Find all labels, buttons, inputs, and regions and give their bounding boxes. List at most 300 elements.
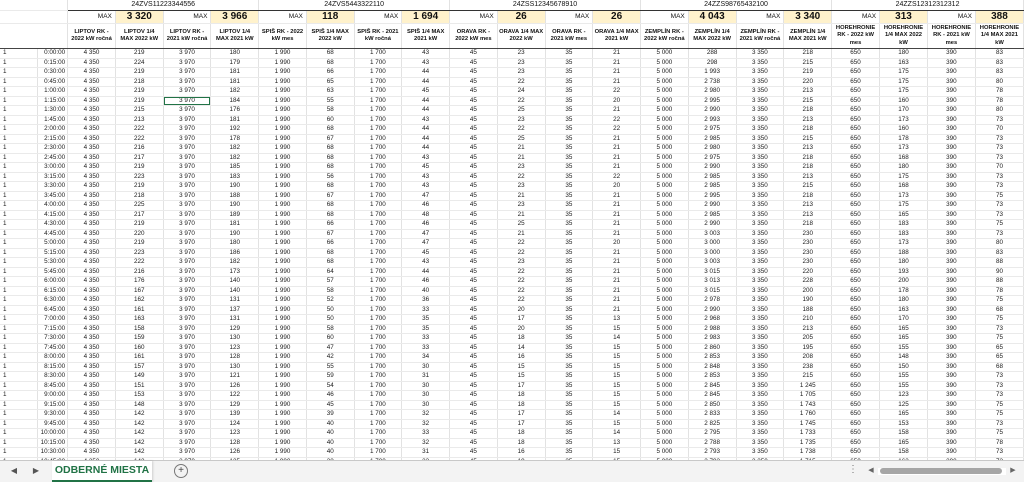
value-cell[interactable]: 298 — [688, 58, 736, 68]
value-cell[interactable]: 40 — [402, 286, 450, 296]
value-cell[interactable]: 3 015 — [688, 267, 736, 277]
value-cell[interactable]: 45 — [450, 49, 498, 59]
value-cell[interactable]: 15 — [593, 372, 641, 382]
value-cell[interactable]: 2 988 — [688, 324, 736, 334]
value-cell[interactable]: 161 — [115, 305, 163, 315]
value-cell[interactable]: 55 — [306, 362, 354, 372]
value-cell[interactable]: 45 — [450, 172, 498, 182]
value-cell[interactable]: 35 — [545, 258, 593, 268]
value-cell[interactable]: 45 — [450, 248, 498, 258]
value-cell[interactable]: 45 — [450, 372, 498, 382]
value-cell[interactable]: 3 970 — [163, 87, 211, 97]
value-cell[interactable]: 1 700 — [354, 125, 402, 135]
value-cell[interactable]: 35 — [545, 343, 593, 353]
value-cell[interactable]: 173 — [880, 191, 928, 201]
value-cell[interactable]: 3 350 — [736, 134, 784, 144]
day-cell[interactable]: 1 — [0, 286, 38, 296]
value-cell[interactable]: 4 350 — [68, 153, 116, 163]
value-cell[interactable]: 1 990 — [259, 419, 307, 429]
max-label[interactable]: MAX — [259, 11, 307, 24]
value-cell[interactable]: 15 — [593, 419, 641, 429]
time-cell[interactable]: 2:45:00 — [38, 153, 68, 163]
value-cell[interactable]: 2 795 — [688, 429, 736, 439]
value-cell[interactable]: 205 — [784, 334, 832, 344]
value-cell[interactable]: 3 000 — [688, 248, 736, 258]
value-cell[interactable]: 22 — [497, 239, 545, 249]
value-cell[interactable]: 5 000 — [640, 229, 688, 239]
value-cell[interactable]: 650 — [832, 381, 880, 391]
value-cell[interactable]: 5 000 — [640, 182, 688, 192]
value-cell[interactable]: 44 — [402, 106, 450, 116]
value-cell[interactable]: 5 000 — [640, 448, 688, 458]
value-cell[interactable]: 390 — [927, 305, 975, 315]
max-label[interactable]: MAX — [832, 11, 880, 24]
value-cell[interactable]: 65 — [975, 343, 1023, 353]
value-cell[interactable]: 220 — [115, 229, 163, 239]
value-cell[interactable]: 3 970 — [163, 258, 211, 268]
value-cell[interactable]: 75 — [975, 334, 1023, 344]
value-cell[interactable]: 1 990 — [259, 153, 307, 163]
value-cell[interactable]: 5 000 — [640, 87, 688, 97]
value-cell[interactable]: 1 700 — [354, 267, 402, 277]
value-cell[interactable]: 22 — [593, 125, 641, 135]
value-cell[interactable]: 45 — [450, 229, 498, 239]
value-cell[interactable]: 20 — [593, 182, 641, 192]
value-cell[interactable]: 3 350 — [736, 305, 784, 315]
value-cell[interactable]: 142 — [115, 438, 163, 448]
day-cell[interactable]: 1 — [0, 77, 38, 87]
value-cell[interactable]: 73 — [975, 172, 1023, 182]
value-cell[interactable]: 44 — [402, 134, 450, 144]
value-cell[interactable]: 238 — [784, 362, 832, 372]
value-cell[interactable]: 1 700 — [354, 163, 402, 173]
day-cell[interactable]: 1 — [0, 353, 38, 363]
value-cell[interactable]: 228 — [784, 277, 832, 287]
value-cell[interactable]: 390 — [927, 49, 975, 59]
value-cell[interactable]: 3 350 — [736, 362, 784, 372]
value-cell[interactable]: 650 — [832, 296, 880, 306]
day-cell[interactable]: 1 — [0, 58, 38, 68]
column-header[interactable]: SPIŠ 1/4 MAX 2022 kW — [306, 24, 354, 49]
value-cell[interactable]: 3 970 — [163, 163, 211, 173]
value-cell[interactable]: 3 970 — [163, 68, 211, 78]
value-cell[interactable]: 21 — [593, 220, 641, 230]
value-cell[interactable]: 5 000 — [640, 334, 688, 344]
value-cell[interactable]: 1 700 — [354, 419, 402, 429]
value-cell[interactable]: 3 350 — [736, 277, 784, 287]
value-cell[interactable]: 193 — [880, 267, 928, 277]
value-cell[interactable]: 2 990 — [688, 220, 736, 230]
value-cell[interactable]: 215 — [115, 106, 163, 116]
value-cell[interactable]: 35 — [545, 229, 593, 239]
value-cell[interactable]: 5 000 — [640, 210, 688, 220]
value-cell[interactable]: 1 990 — [259, 210, 307, 220]
value-cell[interactable]: 182 — [211, 153, 259, 163]
value-cell[interactable]: 3 970 — [163, 315, 211, 325]
value-cell[interactable]: 35 — [545, 96, 593, 106]
time-cell[interactable]: 10:30:00 — [38, 448, 68, 458]
value-cell[interactable]: 45 — [450, 343, 498, 353]
day-cell[interactable]: 1 — [0, 125, 38, 135]
time-cell[interactable]: 5:00:00 — [38, 239, 68, 249]
value-cell[interactable]: 3 350 — [736, 68, 784, 78]
value-cell[interactable]: 4 350 — [68, 125, 116, 135]
value-cell[interactable]: 40 — [306, 429, 354, 439]
value-cell[interactable]: 390 — [927, 77, 975, 87]
value-cell[interactable]: 3 970 — [163, 334, 211, 344]
value-cell[interactable]: 75 — [975, 191, 1023, 201]
value-cell[interactable]: 21 — [593, 153, 641, 163]
value-cell[interactable]: 2 985 — [688, 172, 736, 182]
value-cell[interactable]: 126 — [211, 381, 259, 391]
value-cell[interactable]: 215 — [784, 182, 832, 192]
value-cell[interactable]: 21 — [497, 210, 545, 220]
value-cell[interactable]: 75 — [975, 400, 1023, 410]
value-cell[interactable]: 68 — [306, 58, 354, 68]
value-cell[interactable]: 181 — [211, 68, 259, 78]
value-cell[interactable]: 83 — [975, 248, 1023, 258]
value-cell[interactable]: 4 350 — [68, 305, 116, 315]
value-cell[interactable]: 5 000 — [640, 172, 688, 182]
value-cell[interactable]: 3 013 — [688, 277, 736, 287]
value-cell[interactable]: 390 — [927, 125, 975, 135]
value-cell[interactable]: 43 — [402, 115, 450, 125]
value-cell[interactable]: 3 350 — [736, 419, 784, 429]
value-cell[interactable]: 5 000 — [640, 267, 688, 277]
value-cell[interactable]: 44 — [402, 96, 450, 106]
value-cell[interactable]: 3 350 — [736, 267, 784, 277]
value-cell[interactable]: 5 000 — [640, 381, 688, 391]
value-cell[interactable]: 45 — [450, 220, 498, 230]
value-cell[interactable]: 5 000 — [640, 220, 688, 230]
value-cell[interactable]: 45 — [450, 134, 498, 144]
value-cell[interactable]: 73 — [975, 201, 1023, 211]
value-cell[interactable]: 36 — [402, 296, 450, 306]
value-cell[interactable]: 5 000 — [640, 324, 688, 334]
value-cell[interactable]: 46 — [402, 220, 450, 230]
value-cell[interactable]: 137 — [211, 305, 259, 315]
time-cell[interactable]: 8:00:00 — [38, 353, 68, 363]
value-cell[interactable]: 650 — [832, 182, 880, 192]
value-cell[interactable]: 219 — [115, 87, 163, 97]
value-cell[interactable]: 35 — [545, 248, 593, 258]
value-cell[interactable]: 17 — [497, 410, 545, 420]
value-cell[interactable]: 3 970 — [163, 267, 211, 277]
value-cell[interactable]: 52 — [306, 296, 354, 306]
value-cell[interactable]: 1 990 — [259, 334, 307, 344]
value-cell[interactable]: 3 350 — [736, 296, 784, 306]
value-cell[interactable]: 3 970 — [163, 362, 211, 372]
time-cell[interactable]: 5:30:00 — [38, 258, 68, 268]
value-cell[interactable]: 390 — [927, 410, 975, 420]
value-cell[interactable]: 23 — [497, 201, 545, 211]
value-cell[interactable]: 68 — [306, 153, 354, 163]
value-cell[interactable]: 180 — [880, 258, 928, 268]
value-cell[interactable]: 13 — [593, 438, 641, 448]
value-cell[interactable]: 1 700 — [354, 248, 402, 258]
value-cell[interactable]: 73 — [975, 381, 1023, 391]
value-cell[interactable]: 4 350 — [68, 372, 116, 382]
value-cell[interactable]: 4 350 — [68, 258, 116, 268]
value-cell[interactable]: 4 350 — [68, 248, 116, 258]
time-cell[interactable]: 5:45:00 — [38, 267, 68, 277]
value-cell[interactable]: 58 — [306, 106, 354, 116]
value-cell[interactable]: 2 860 — [688, 343, 736, 353]
value-cell[interactable]: 122 — [211, 391, 259, 401]
value-cell[interactable]: 3 350 — [736, 220, 784, 230]
max-label[interactable]: MAX — [450, 11, 498, 24]
value-cell[interactable]: 35 — [545, 58, 593, 68]
value-cell[interactable]: 58 — [306, 286, 354, 296]
value-cell[interactable]: 390 — [927, 400, 975, 410]
value-cell[interactable]: 168 — [880, 153, 928, 163]
time-cell[interactable]: 6:45:00 — [38, 305, 68, 315]
value-cell[interactable]: 218 — [784, 125, 832, 135]
value-cell[interactable]: 75 — [975, 429, 1023, 439]
value-cell[interactable]: 23 — [497, 115, 545, 125]
time-cell[interactable]: 3:30:00 — [38, 182, 68, 192]
value-cell[interactable]: 222 — [115, 134, 163, 144]
value-cell[interactable]: 213 — [784, 172, 832, 182]
value-cell[interactable]: 3 970 — [163, 391, 211, 401]
value-cell[interactable]: 54 — [306, 381, 354, 391]
value-cell[interactable]: 3 350 — [736, 391, 784, 401]
value-cell[interactable]: 3 350 — [736, 248, 784, 258]
value-cell[interactable]: 2 833 — [688, 410, 736, 420]
value-cell[interactable]: 21 — [593, 210, 641, 220]
value-cell[interactable]: 73 — [975, 182, 1023, 192]
value-cell[interactable]: 185 — [211, 163, 259, 173]
value-cell[interactable]: 1 990 — [259, 182, 307, 192]
value-cell[interactable]: 21 — [593, 58, 641, 68]
value-cell[interactable]: 1 990 — [259, 438, 307, 448]
time-cell[interactable]: 4:00:00 — [38, 201, 68, 211]
value-cell[interactable]: 34 — [402, 353, 450, 363]
value-cell[interactable]: 219 — [115, 239, 163, 249]
value-cell[interactable]: 45 — [450, 58, 498, 68]
value-cell[interactable]: 4 350 — [68, 362, 116, 372]
value-cell[interactable]: 75 — [975, 315, 1023, 325]
value-cell[interactable]: 32 — [402, 410, 450, 420]
time-cell[interactable]: 3:45:00 — [38, 191, 68, 201]
value-cell[interactable]: 390 — [927, 334, 975, 344]
day-cell[interactable]: 1 — [0, 49, 38, 59]
value-cell[interactable]: 45 — [450, 106, 498, 116]
value-cell[interactable]: 5 000 — [640, 248, 688, 258]
value-cell[interactable]: 2 985 — [688, 182, 736, 192]
value-cell[interactable]: 151 — [115, 381, 163, 391]
value-cell[interactable]: 35 — [545, 182, 593, 192]
value-cell[interactable]: 218 — [784, 191, 832, 201]
time-cell[interactable]: 8:45:00 — [38, 381, 68, 391]
value-cell[interactable]: 3 970 — [163, 286, 211, 296]
value-cell[interactable]: 45 — [450, 286, 498, 296]
value-cell[interactable]: 3 970 — [163, 353, 211, 363]
value-cell[interactable]: 23 — [497, 49, 545, 59]
value-cell[interactable]: 16 — [497, 448, 545, 458]
value-cell[interactable]: 213 — [784, 324, 832, 334]
value-cell[interactable]: 1 990 — [259, 381, 307, 391]
value-cell[interactable]: 1 990 — [259, 277, 307, 287]
value-cell[interactable]: 213 — [784, 210, 832, 220]
value-cell[interactable]: 1 700 — [354, 172, 402, 182]
value-cell[interactable]: 30 — [402, 391, 450, 401]
value-cell[interactable]: 3 003 — [688, 229, 736, 239]
value-cell[interactable]: 17 — [497, 315, 545, 325]
value-cell[interactable]: 5 000 — [640, 286, 688, 296]
value-cell[interactable]: 1 990 — [259, 248, 307, 258]
value-cell[interactable]: 175 — [880, 68, 928, 78]
value-cell[interactable]: 175 — [880, 172, 928, 182]
value-cell[interactable]: 3 350 — [736, 77, 784, 87]
value-cell[interactable]: 68 — [306, 49, 354, 59]
value-cell[interactable]: 650 — [832, 115, 880, 125]
value-cell[interactable]: 179 — [211, 58, 259, 68]
value-cell[interactable]: 390 — [927, 201, 975, 211]
value-cell[interactable]: 1 990 — [259, 315, 307, 325]
value-cell[interactable]: 4 350 — [68, 229, 116, 239]
value-cell[interactable]: 219 — [115, 96, 163, 106]
value-cell[interactable]: 4 350 — [68, 191, 116, 201]
value-cell[interactable]: 2 853 — [688, 372, 736, 382]
value-cell[interactable]: 35 — [545, 163, 593, 173]
value-cell[interactable]: 153 — [880, 419, 928, 429]
value-cell[interactable]: 230 — [784, 258, 832, 268]
value-cell[interactable]: 45 — [450, 87, 498, 97]
value-cell[interactable]: 148 — [880, 353, 928, 363]
value-cell[interactable]: 44 — [402, 267, 450, 277]
value-cell[interactable]: 5 000 — [640, 49, 688, 59]
value-cell[interactable]: 83 — [975, 49, 1023, 59]
value-cell[interactable]: 3 350 — [736, 229, 784, 239]
value-cell[interactable]: 390 — [927, 229, 975, 239]
value-cell[interactable]: 3 350 — [736, 201, 784, 211]
value-cell[interactable]: 15 — [497, 372, 545, 382]
value-cell[interactable]: 1 700 — [354, 372, 402, 382]
value-cell[interactable]: 183 — [880, 220, 928, 230]
value-cell[interactable]: 14 — [593, 410, 641, 420]
value-cell[interactable]: 3 970 — [163, 220, 211, 230]
value-cell[interactable]: 5 000 — [640, 343, 688, 353]
value-cell[interactable]: 155 — [880, 343, 928, 353]
value-cell[interactable]: 5 000 — [640, 77, 688, 87]
column-header[interactable]: ZEMPLÍN 1/4 MAX 2022 kW — [688, 24, 736, 49]
value-cell[interactable]: 45 — [450, 182, 498, 192]
value-cell[interactable]: 140 — [211, 277, 259, 287]
value-cell[interactable]: 390 — [927, 248, 975, 258]
value-cell[interactable]: 3 970 — [163, 277, 211, 287]
value-cell[interactable]: 60 — [306, 115, 354, 125]
value-cell[interactable]: 21 — [593, 68, 641, 78]
day-cell[interactable]: 1 — [0, 191, 38, 201]
meter-id-cell[interactable]: 24ZZS12312312312 — [832, 0, 1024, 11]
value-cell[interactable]: 183 — [211, 172, 259, 182]
day-cell[interactable]: 1 — [0, 267, 38, 277]
value-cell[interactable]: 43 — [402, 258, 450, 268]
value-cell[interactable]: 1 990 — [259, 391, 307, 401]
value-cell[interactable]: 45 — [402, 248, 450, 258]
value-cell[interactable]: 180 — [880, 163, 928, 173]
empty-cell[interactable] — [0, 24, 68, 49]
value-cell[interactable]: 650 — [832, 429, 880, 439]
value-cell[interactable]: 180 — [880, 296, 928, 306]
value-cell[interactable]: 3 350 — [736, 438, 784, 448]
value-cell[interactable]: 45 — [450, 125, 498, 135]
value-cell[interactable]: 43 — [402, 49, 450, 59]
column-header[interactable]: ORAVA 1/4 MAX 2021 kW — [593, 24, 641, 49]
value-cell[interactable]: 158 — [880, 448, 928, 458]
value-cell[interactable]: 78 — [975, 87, 1023, 97]
value-cell[interactable]: 35 — [545, 429, 593, 439]
value-cell[interactable]: 219 — [115, 49, 163, 59]
value-cell[interactable]: 35 — [545, 362, 593, 372]
value-cell[interactable]: 173 — [880, 144, 928, 154]
value-cell[interactable]: 173 — [880, 115, 928, 125]
value-cell[interactable]: 22 — [497, 248, 545, 258]
time-cell[interactable]: 7:30:00 — [38, 334, 68, 344]
value-cell[interactable]: 650 — [832, 324, 880, 334]
value-cell[interactable]: 4 350 — [68, 68, 116, 78]
value-cell[interactable]: 390 — [927, 381, 975, 391]
value-cell[interactable]: 3 970 — [163, 191, 211, 201]
value-cell[interactable]: 47 — [402, 239, 450, 249]
value-cell[interactable]: 45 — [450, 410, 498, 420]
value-cell[interactable]: 2 995 — [688, 191, 736, 201]
value-cell[interactable]: 3 350 — [736, 115, 784, 125]
value-cell[interactable]: 80 — [975, 77, 1023, 87]
value-cell[interactable]: 2 845 — [688, 391, 736, 401]
value-cell[interactable]: 2 980 — [688, 144, 736, 154]
value-cell[interactable]: 218 — [115, 77, 163, 87]
value-cell[interactable]: 223 — [115, 172, 163, 182]
max-label[interactable]: MAX — [68, 11, 116, 24]
value-cell[interactable]: 148 — [115, 400, 163, 410]
value-cell[interactable]: 218 — [784, 163, 832, 173]
time-cell[interactable]: 2:30:00 — [38, 144, 68, 154]
value-cell[interactable]: 1 990 — [259, 353, 307, 363]
value-cell[interactable]: 45 — [450, 258, 498, 268]
day-cell[interactable]: 1 — [0, 153, 38, 163]
value-cell[interactable]: 3 970 — [163, 248, 211, 258]
value-cell[interactable]: 175 — [880, 87, 928, 97]
value-cell[interactable]: 1 700 — [354, 144, 402, 154]
value-cell[interactable]: 3 970 — [163, 438, 211, 448]
meter-id-cell[interactable]: 24ZSS12345678910 — [450, 0, 641, 11]
value-cell[interactable]: 390 — [927, 58, 975, 68]
value-cell[interactable]: 23 — [497, 182, 545, 192]
value-cell[interactable]: 130 — [211, 334, 259, 344]
time-cell[interactable]: 9:45:00 — [38, 419, 68, 429]
value-cell[interactable]: 20 — [497, 324, 545, 334]
value-cell[interactable]: 1 990 — [259, 96, 307, 106]
day-cell[interactable]: 1 — [0, 68, 38, 78]
value-cell[interactable]: 3 970 — [163, 229, 211, 239]
value-cell[interactable]: 21 — [593, 296, 641, 306]
value-cell[interactable]: 176 — [115, 277, 163, 287]
value-cell[interactable]: 650 — [832, 286, 880, 296]
value-cell[interactable]: 3 970 — [163, 96, 211, 106]
value-cell[interactable]: 4 350 — [68, 96, 116, 106]
value-cell[interactable]: 224 — [115, 58, 163, 68]
value-cell[interactable]: 1 700 — [354, 106, 402, 116]
value-cell[interactable]: 3 350 — [736, 343, 784, 353]
value-cell[interactable]: 650 — [832, 248, 880, 258]
value-cell[interactable]: 68 — [306, 210, 354, 220]
value-cell[interactable]: 21 — [497, 144, 545, 154]
value-cell[interactable]: 1 700 — [354, 134, 402, 144]
column-header[interactable]: ZEMPLÍN RK - 2021 kW ročná — [736, 24, 784, 49]
time-cell[interactable]: 8:15:00 — [38, 362, 68, 372]
